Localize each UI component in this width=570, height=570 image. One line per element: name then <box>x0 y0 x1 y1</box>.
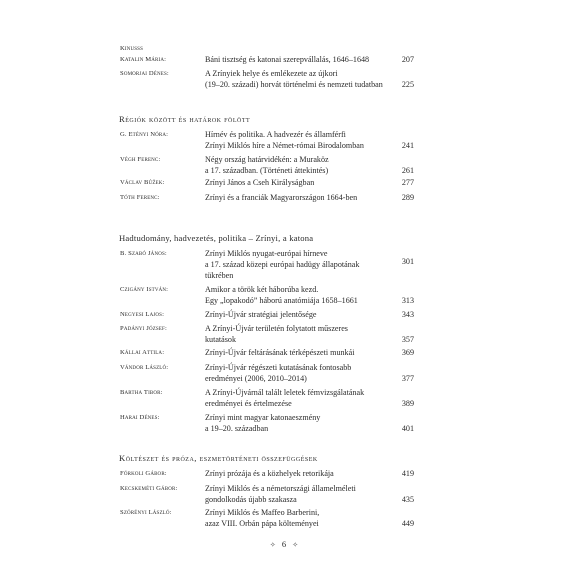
toc-page-number: 369 <box>401 348 414 357</box>
section-heading: Régiók között és határok fölött <box>119 114 251 124</box>
toc-page-number: 207 <box>401 55 414 64</box>
toc-title: Zrínyi Miklós nyugat-európai hírneve a 17. század közepi európai hadügy állapotának tükrében <box>205 249 360 280</box>
toc-page-number: 357 <box>401 335 414 344</box>
toc-page-number: 225 <box>401 80 414 89</box>
toc-title: A Zrínyi-Újvárnál talált leletek fémvizsgálatának eredményei és értelmezése <box>205 388 365 408</box>
section-heading: Hadtudomány, hadvezetés, politika – Zrínyi, a katona <box>119 233 314 243</box>
toc-title: Hírnév és politika. A hadvezér és államférfi Zrínyi Miklós híre a Német-római Birodalomban <box>205 130 364 150</box>
toc-page-number: 261 <box>401 166 414 175</box>
page-footer <box>0 539 570 549</box>
toc-author: Végh Ferenc: <box>120 156 161 163</box>
ornament-icon: ✧ <box>292 541 301 549</box>
toc-page-number: 301 <box>401 257 414 266</box>
toc-page-number: 313 <box>401 296 414 305</box>
toc-page-number: 389 <box>401 399 414 408</box>
toc-author: Szörényi László: <box>120 509 172 516</box>
toc-title: Zrínyi-Újvár régészeti kutatásának fontosabb eredményei (2006, 2010–2014) <box>205 363 352 383</box>
toc-page-number: 277 <box>401 178 414 187</box>
toc-page-number: 419 <box>401 469 414 478</box>
page-number: 6 <box>281 539 289 549</box>
section-heading: Költészet és próza, eszmetörténeti összefüggések <box>119 453 318 463</box>
toc-author: Kinusss <box>120 45 144 52</box>
toc-title: Zrínyi Miklós és a németországi államelméleti gondolkodás újabb szakasza <box>205 484 356 504</box>
toc-author: Czigány István: <box>120 286 169 293</box>
toc-author: Kecskeméti Gábor: <box>120 485 178 492</box>
toc-page-number: 241 <box>401 141 414 150</box>
toc-author: Somorjai Dénes: <box>120 70 169 77</box>
toc-page-number: 401 <box>401 424 414 433</box>
toc-author: Padányi József: <box>120 325 167 332</box>
toc-title: A Zrínyi-Újvár területén folytatott műszeres kutatások <box>205 324 348 344</box>
toc-author: Kállai Attila: <box>120 349 165 356</box>
toc-page-number: 449 <box>401 519 414 528</box>
toc-title: Báni tisztség és katonai szerepvállalás, 1646–1648 <box>205 55 370 64</box>
toc-title: Zrínyi-Újvár stratégiai jelentősége <box>205 310 317 319</box>
toc-title: A Zrínyiek helye és emlékezete az újkori (19–20. századi) horvát történelmi és nemzeti tudatban <box>205 69 383 89</box>
toc-author: B. Szabó János: <box>120 250 167 257</box>
toc-title: Négy ország határvidékén: a Muraköz a 17. században. (Történeti áttekintés) <box>205 155 329 175</box>
toc-author: Katalin Mária: <box>120 56 167 63</box>
toc-page-number: 343 <box>401 310 414 319</box>
toc-page-number: 289 <box>401 193 414 202</box>
toc-page-number: 377 <box>401 374 414 383</box>
toc-author: Harai Dénes: <box>120 414 160 421</box>
toc-title: Zrínyi-Újvár feltárásának térképészeti munkái <box>205 348 355 357</box>
toc-title: Zrínyi Miklós és Maffeo Barberini, azaz VIII. Orbán pápa költeményei <box>205 508 320 528</box>
toc-page-number: 435 <box>401 495 414 504</box>
toc-author: Václav Bůžek: <box>120 179 165 186</box>
toc-author: Bartha Tibor: <box>120 389 163 396</box>
toc-title: Zrínyi mint magyar katonaeszmény a 19–20. században <box>205 413 321 433</box>
toc-author: Negyesi Lajos: <box>120 311 165 318</box>
toc-title: Zrínyi és a franciák Magyarországon 1664-ben <box>205 193 358 202</box>
toc-author: G. Etényi Nóra: <box>120 131 169 138</box>
toc-author: Fórkoli Gábor: <box>120 470 167 477</box>
toc-title: Amikor a török két háborúba kezd. Egy „lopakodó” háború anatómiája 1658–1661 <box>205 285 358 305</box>
toc-title: Zrínyi János a Cseh Királyságban <box>205 178 315 187</box>
toc-author: Vándor László: <box>120 364 169 371</box>
toc-author: Tóth Ferenc: <box>120 194 160 201</box>
toc-title: Zrínyi prózája és a közhelyek retorikája <box>205 469 334 478</box>
ornament-icon: ✧ <box>269 541 278 549</box>
